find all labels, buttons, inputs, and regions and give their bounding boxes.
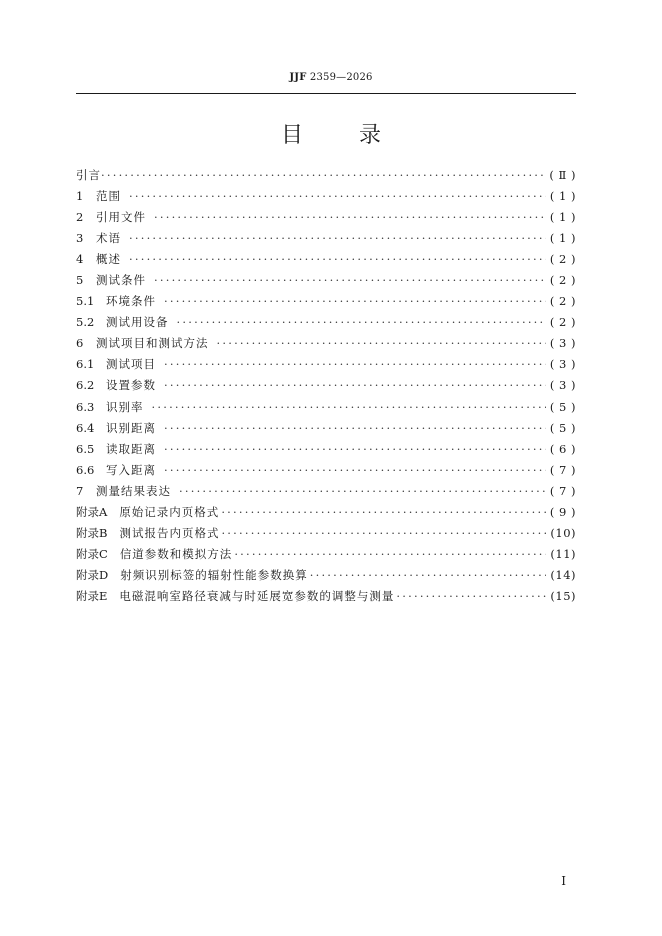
toc-entry-number: 7 <box>76 483 84 498</box>
toc-leader-dots <box>129 186 546 207</box>
toc-entry-number: 6.2 <box>76 378 95 393</box>
toc-entry-page: ( 7 ) <box>549 462 576 477</box>
toc-entry-number: 6.1 <box>76 357 95 372</box>
toc-entry-title: 读取距离 <box>106 441 156 456</box>
toc-leader-dots <box>152 397 546 418</box>
toc-leader-dots <box>217 333 546 354</box>
toc-entry[interactable] <box>76 291 576 312</box>
toc-entry-title: 射频识别标签的辐射性能参数换算 <box>120 567 308 582</box>
toc-entry-number: 6 <box>76 336 84 351</box>
page-title <box>0 118 662 149</box>
toc-entry-number: 附录B <box>76 525 108 540</box>
page-number: I <box>561 874 566 888</box>
toc-entry-title: 识别距离 <box>106 420 156 435</box>
toc-entry-title: 测试项目和测试方法 <box>96 336 209 351</box>
toc-entry-number: 附录C <box>76 546 108 561</box>
toc-entry[interactable] <box>76 460 576 481</box>
toc-entry[interactable] <box>76 165 576 186</box>
toc-entry-title: 测试用设备 <box>106 315 169 330</box>
toc-entry-number: 5 <box>76 273 84 288</box>
header-rule <box>76 93 576 94</box>
toc-entry-title: 测试项目 <box>106 357 156 372</box>
toc-leader-dots <box>164 418 546 439</box>
toc-entry-page: ( 3 ) <box>549 357 576 372</box>
toc-entry[interactable] <box>76 565 576 586</box>
toc-entry-title: 范围 <box>96 189 121 204</box>
toc-entry[interactable] <box>76 502 576 523</box>
toc-entry-page: (15) <box>550 588 576 603</box>
toc-entry-title: 测量结果表达 <box>96 483 171 498</box>
toc-leader-dots <box>164 354 546 375</box>
toc-entry-number: 2 <box>76 210 84 225</box>
toc-leader-dots <box>164 460 546 481</box>
toc-entry[interactable] <box>76 397 576 418</box>
toc-entry-title: 电磁混响室路径衰减与时延展宽参数的调整与测量 <box>119 588 395 603</box>
toc-leader-dots <box>221 502 546 523</box>
toc-entry-number: 5.1 <box>76 294 95 309</box>
toc-entry[interactable] <box>76 586 576 607</box>
toc-entry-page: ( 9 ) <box>549 504 576 519</box>
toc-entry[interactable] <box>76 207 576 228</box>
toc-entry[interactable] <box>76 228 576 249</box>
running-header <box>0 72 662 83</box>
toc-entry-number: 6.3 <box>76 399 95 414</box>
toc-entry-title: 测试条件 <box>96 273 146 288</box>
table-of-contents <box>76 165 576 607</box>
toc-entry-page: ( 3 ) <box>549 336 576 351</box>
toc-entry[interactable] <box>76 270 576 291</box>
toc-leader-dots <box>177 312 546 333</box>
toc-leader-dots <box>164 439 546 460</box>
toc-entry-number: 6.4 <box>76 420 95 435</box>
toc-entry-number: 附录E <box>76 588 108 603</box>
toc-entry-title: 环境条件 <box>106 294 156 309</box>
toc-leader-dots <box>396 586 546 607</box>
toc-entry-page: ( 1 ) <box>549 210 576 225</box>
title-char-2: 录 <box>359 123 382 148</box>
standard-number: 2359—2026 <box>306 72 373 83</box>
toc-leader-dots <box>164 291 546 312</box>
toc-entry-number: 3 <box>76 231 84 246</box>
toc-entry-number: 附录A <box>76 504 108 519</box>
toc-entry[interactable] <box>76 312 576 333</box>
toc-leader-dots <box>154 207 546 228</box>
toc-entry-page: ( 5 ) <box>549 399 576 414</box>
toc-leader-dots <box>101 165 545 186</box>
toc-entry[interactable] <box>76 375 576 396</box>
toc-entry-page: ( 2 ) <box>549 315 576 330</box>
toc-entry[interactable] <box>76 333 576 354</box>
toc-leader-dots <box>310 565 547 586</box>
toc-entry-page: ( 7 ) <box>549 483 576 498</box>
toc-entry[interactable] <box>76 439 576 460</box>
toc-entry-page: ( 2 ) <box>549 273 576 288</box>
toc-entry[interactable] <box>76 544 576 565</box>
toc-entry-title: 引言 <box>76 168 101 182</box>
toc-entry-title: 测试报告内页格式 <box>119 525 220 540</box>
standard-prefix: JJF <box>289 72 307 83</box>
toc-entry-page: ( Ⅱ ) <box>549 168 576 182</box>
toc-entry-page: ( 6 ) <box>549 441 576 456</box>
toc-entry-page: ( 2 ) <box>549 294 576 309</box>
toc-entry-title: 原始记录内页格式 <box>119 504 220 519</box>
toc-entry-page: ( 3 ) <box>549 378 576 393</box>
toc-entry[interactable] <box>76 249 576 270</box>
toc-entry-number: 5.2 <box>76 315 95 330</box>
toc-entry[interactable] <box>76 481 576 502</box>
toc-entry[interactable] <box>76 354 576 375</box>
toc-leader-dots <box>129 228 546 249</box>
toc-leader-dots <box>164 375 546 396</box>
toc-entry-title: 识别率 <box>106 399 144 414</box>
toc-entry-number: 6.5 <box>76 441 95 456</box>
toc-entry-title: 概述 <box>96 252 121 267</box>
toc-entry-title: 写入距离 <box>106 462 156 477</box>
toc-entry-number: 4 <box>76 252 84 267</box>
toc-leader-dots <box>234 544 546 565</box>
toc-entry-page: (11) <box>550 546 576 561</box>
title-char-1: 目 <box>280 123 303 148</box>
toc-entry-number: 1 <box>76 189 84 204</box>
toc-entry-page: (10) <box>550 525 576 540</box>
toc-leader-dots <box>221 523 546 544</box>
toc-entry-page: ( 1 ) <box>549 231 576 246</box>
toc-entry-page: ( 2 ) <box>549 252 576 267</box>
toc-entry-title: 信道参数和模拟方法 <box>119 546 233 561</box>
toc-entry-page: (14) <box>550 567 576 582</box>
toc-entry-title: 设置参数 <box>106 378 156 393</box>
toc-entry-title: 引用文件 <box>96 210 146 225</box>
toc-entry[interactable] <box>76 523 576 544</box>
toc-entry-page: ( 1 ) <box>549 189 576 204</box>
toc-entry[interactable] <box>76 418 576 439</box>
toc-entry-number: 6.6 <box>76 462 95 477</box>
toc-entry-number: 附录D <box>76 567 109 582</box>
toc-entry[interactable] <box>76 186 576 207</box>
toc-leader-dots <box>129 249 546 270</box>
toc-entry-page: ( 5 ) <box>549 420 576 435</box>
toc-leader-dots <box>154 270 546 291</box>
toc-leader-dots <box>179 481 546 502</box>
toc-entry-title: 术语 <box>96 231 121 246</box>
